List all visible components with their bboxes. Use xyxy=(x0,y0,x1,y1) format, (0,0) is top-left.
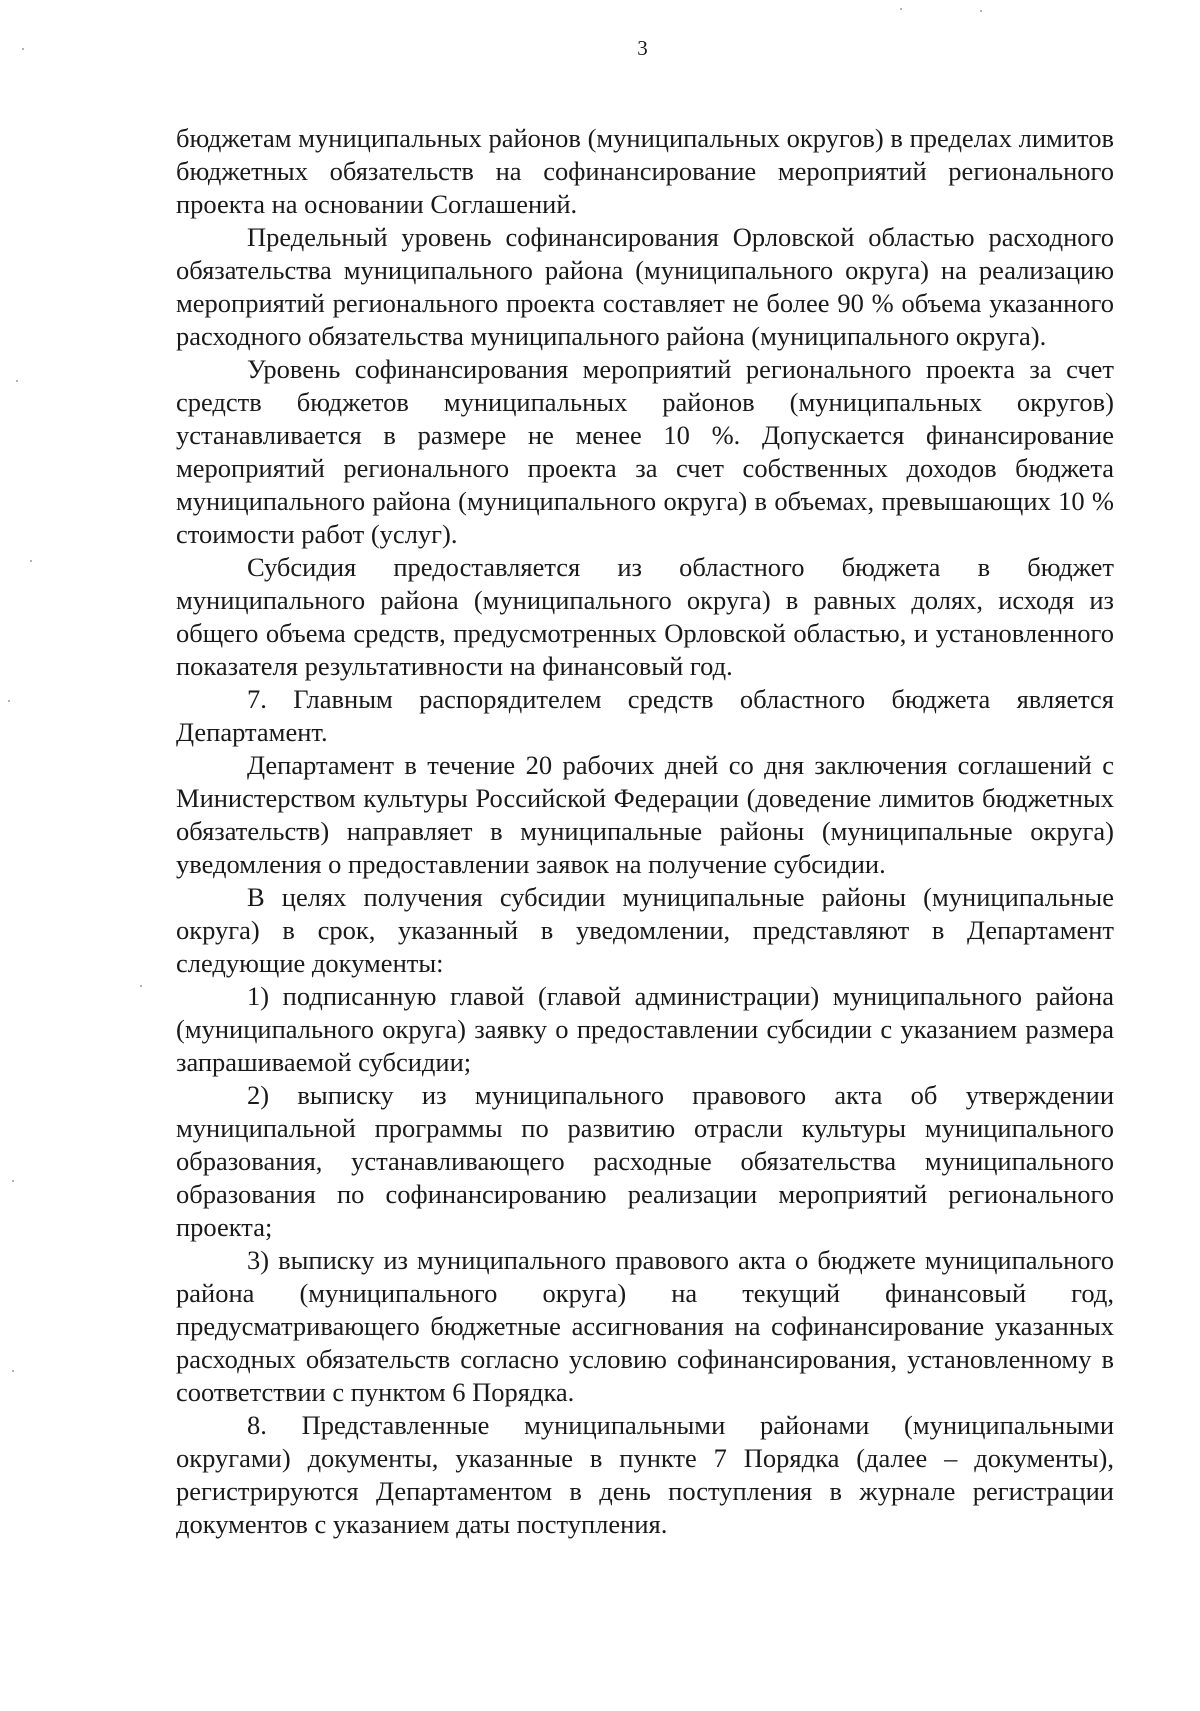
paragraph-municipal-share: Уровень софинансирования мероприятий регионального проекта за счет средств бюджетов муниципальных районов (муниципальных округов) устанавливается в размере не менее 10 %. Допускается финансирование мероприятий регионального проекта за счет собственных доходов бюджета муниципального района (муниципального округа) в объемах, превышающих 10 % стоимости работ (услуг). xyxy=(176,354,1114,549)
scan-artifact xyxy=(980,10,982,12)
list-item-2: 2) выписку из муниципального правового акта об утверждении муниципальной программы по развитию отрасли культуры муниципального образования, устанавливающего расходные обязательства муниципального образования по софинансированию реализации мероприятий регионального проекта; xyxy=(176,1080,1114,1242)
scan-artifact xyxy=(30,560,32,562)
paragraph-cofinancing-limit: Предельный уровень софинансирования Орловской областью расходного обязательства муниципального района (муниципального округа) на реализацию мероприятий регионального проекта составляет не более 90 % объема указанного расходного обязательства муниципального района (муниципального округа). xyxy=(176,222,1114,351)
scan-artifact xyxy=(140,985,142,987)
paragraph-department-notice: Департамент в течение 20 рабочих дней со дня заключения соглашений с Министерством культуры Российской Федерации (доведение лимитов бюджетных обязательств) направляет в муниципальные районы (муниципальные округа) уведомления о предоставлении заявок на получение субсидии. xyxy=(176,750,1114,879)
scan-artifact xyxy=(900,8,902,10)
scan-artifact xyxy=(12,1370,14,1372)
paragraph-item-7: 7. Главным распорядителем средств областного бюджета является Департамент. xyxy=(176,684,1114,747)
paragraph-documents-intro: В целях получения субсидии муниципальные районы (муниципальные округа) в срок, указанный в уведомлении, представляют в Департамент следующие документы: xyxy=(176,882,1114,978)
page-number: 3 xyxy=(637,36,648,60)
paragraph-item-8: 8. Представленные муниципальными районами (муниципальными округами) документы, указанные в пункте 7 Порядка (далее – документы), регистрируются Департаментом в день поступления в журнале регистрации документов с указанием даты поступления. xyxy=(176,1410,1114,1539)
scan-artifact xyxy=(12,1180,14,1182)
document-body xyxy=(176,122,1114,1541)
list-item-1: 1) подписанную главой (главой администрации) муниципального района (муниципального округа) заявку о предоставлении субсидии с указанием размера запрашиваемой субсидии; xyxy=(176,981,1114,1077)
paragraph-subsidy-distribution: Субсидия предоставляется из областного бюджета в бюджет муниципального района (муниципального округа) в равных долях, исходя из общего объема средств, предусмотренных Орловской областью, и установленного показателя результативности на финансовый год. xyxy=(176,552,1114,681)
paragraph-continuation: бюджетам муниципальных районов (муниципальных округов) в пределах лимитов бюджетных обязательств на софинансирование мероприятий регионального проекта на основании Соглашений. xyxy=(176,123,1114,219)
scan-artifact xyxy=(8,700,10,702)
list-item-3: 3) выписку из муниципального правового акта о бюджете муниципального района (муниципального округа) на текущий финансовый год, предусматривающего бюджетные ассигнования на софинансирование указанных расходных обязательств согласно условию софинансирования, установленному в соответствии с пунктом 6 Порядка. xyxy=(176,1245,1114,1407)
scan-artifact xyxy=(16,380,18,382)
